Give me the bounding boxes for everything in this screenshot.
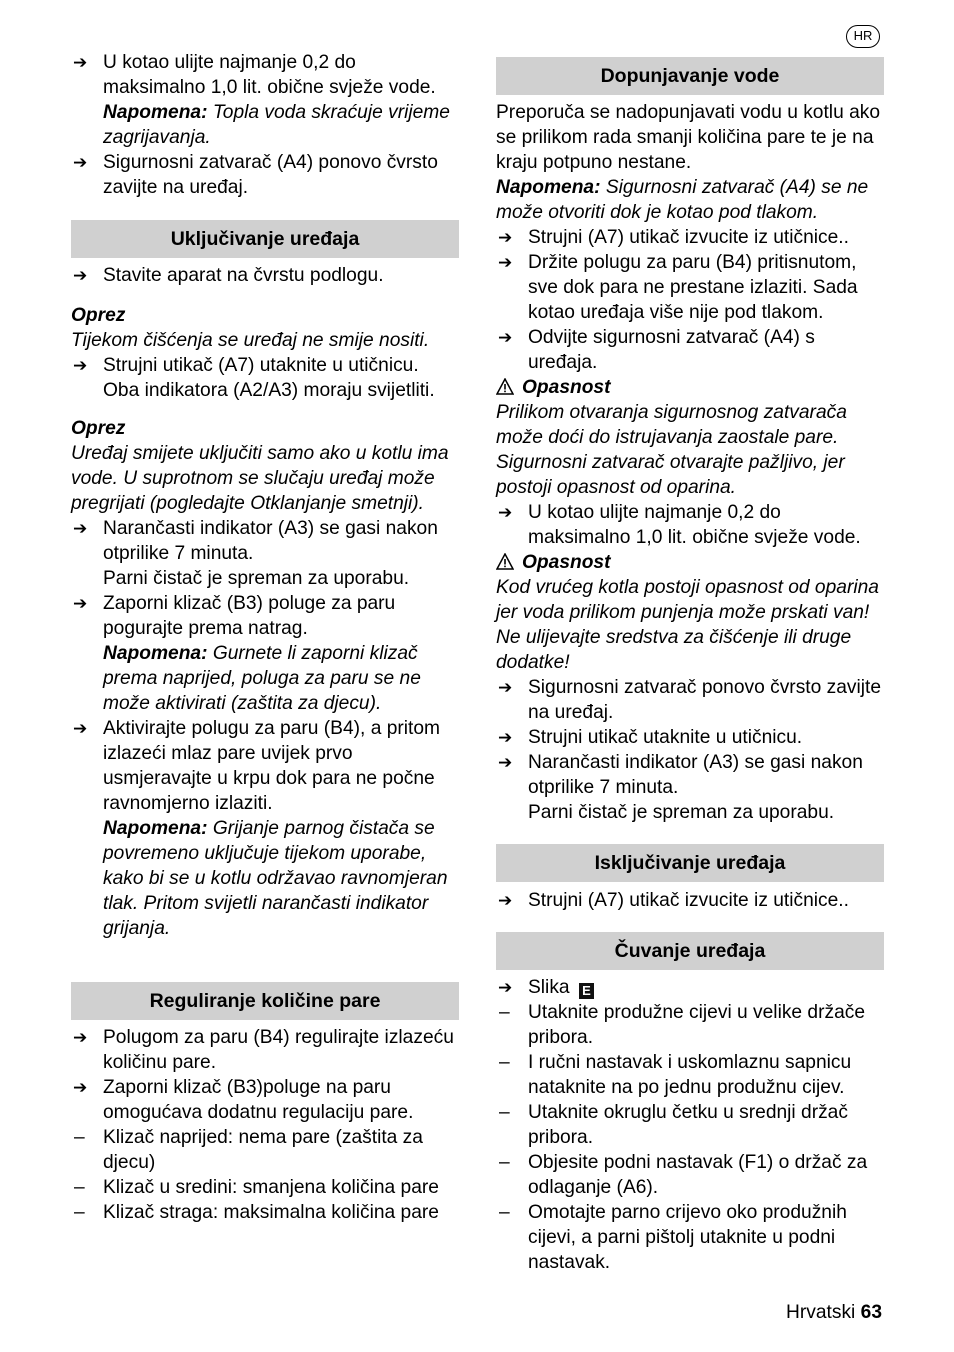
list-item: ➔ Strujni utikač (A7) utaknite u utičnicu. Oba indikatora (A2/A3) moraju svijetliti. [73,355,435,401]
arrow-right-icon: ➔ [73,153,88,172]
list-item: – Omotajte parno crijevo oko produžnih cijevi, a parni pištolj utaknite u podni nastavak. [499,1202,847,1273]
arrow-right-icon: ➔ [498,728,513,747]
warning-triangle-icon [496,378,514,395]
list-item: ➔ Aktivirajte polugu za paru (B4), a pritom izlazeći mlaz pare uvijek prvo usmjeravajte u krpu dok para ne počne ravnomjerno izlaziti. Napomena: Grijanje parnog čistača se povremeno uključuje tijekom uporabe, kako bi se u kotlu održavao ravnomjeran tlak. Pritom svijetli narančasti indikator grijanja. [73,718,448,939]
list-item: – Klizač naprijed: nema pare (zaštita za djecu) [74,1127,423,1173]
footer-language: Hrvatski [786,1302,856,1323]
arrow-right-icon: ➔ [73,594,88,613]
section-heading-switch-off: Isključivanje uređaja [496,844,884,882]
list-item: ➔ U kotao ulijte najmanje 0,2 do maksimalno 1,0 lit. obične svježe vode. Napomena: Topla voda skraćuje vrijeme zagrijavanja. [73,52,450,148]
arrow-right-icon: ➔ [498,678,513,697]
section-heading-steam: Reguliranje količine pare [71,982,459,1020]
arrow-right-icon: ➔ [498,228,513,247]
list-item: ➔ Strujni (A7) utikač izvucite iz utičnice.. [498,890,849,911]
list-item: ➔ Odvijte sigurnosni zatvarač (A4) s uređaja. [498,327,815,373]
arrow-right-icon: ➔ [73,719,88,738]
note: Napomena: Sigurnosni zatvarač (A4) se ne može otvoriti dok je kotao pod tlakom. [496,177,869,223]
list-item: ➔ Polugom za paru (B4) regulirajte izlazeću količinu pare. [73,1027,454,1073]
intro-steps [71,50,459,200]
list-item: – Klizač u sredini: smanjena količina pare [74,1177,439,1198]
switch-off-content [496,888,884,913]
list-item: ➔ Strujni (A7) utikač izvucite iz utičnice.. [498,227,849,248]
storage-content [496,975,884,1275]
page-footer [786,1300,882,1325]
arrow-right-icon: ➔ [498,503,513,522]
caution-title: Oprez [71,305,126,326]
list-item: – Klizač straga: maksimalna količina pare [74,1202,439,1223]
arrow-right-icon: ➔ [73,1078,88,1097]
refill-content [496,100,884,825]
list-item: ➔ Sigurnosni zatvarač ponovo čvrsto zavijte na uređaj. [498,677,882,723]
arrow-right-icon: ➔ [498,253,513,272]
arrow-right-icon: ➔ [498,891,513,910]
list-item: ➔ Zaporni klizač (B3)poluge na paru omogućava dodatnu regulaciju pare. [73,1077,414,1123]
list-item: ➔ Stavite aparat na čvrstu podlogu. [73,265,384,286]
steam-content [71,1025,459,1225]
arrow-right-icon: ➔ [73,356,88,375]
list-item: ➔ Zaporni klizač (B3) poluge za paru pogurajte prema natrag. Napomena: Gurnete li zaporni klizač prema naprijed, poluga za paru se ne može aktivirati (zaštita za djecu). [73,593,421,714]
paragraph: Preporuča se nadopunjavati vodu u kotlu ako se prilikom rada smanji količina pare te je na kraju potpuno nestane. [496,102,881,173]
warning-triangle-icon [496,553,514,570]
list-item: ➔ Strujni utikač utaknite u utičnicu. [498,727,803,748]
list-item: – Utaknite produžne cijevi u velike držače pribora. [499,1002,866,1048]
section-heading-switch-on: Uključivanje uređaja [71,220,459,258]
language-badge: HR [846,25,880,48]
danger-text: Prilikom otvaranja sigurnosnog zatvarača može doći do istrujavanja zaostale pare. Sigurnosni zatvarač otvarajte pažljivo, jer postoji opasnost od oparina. [496,402,847,498]
list-item: ➔ Narančasti indikator (A3) se gasi nakon otprilike 7 minuta. Parni čistač je spreman za uporabu. [73,518,438,589]
caution-text: Uređaj smijete uključiti samo ako u kotlu ima vode. U suprotnom se slučaju uređaj može pregrijati (pogledajte Otklanjanje smetnji). [71,443,449,514]
list-item: ➔ Držite polugu za paru (B4) pritisnutom, sve dok para ne prestane izlaziti. Sada kotao uređaja više nije pod tlakom. [498,252,858,323]
section-heading-storage: Čuvanje uređaja [496,932,884,970]
caution-text: Tijekom čišćenja se uređaj ne smije nositi. [71,330,430,351]
danger-title: Opasnost [496,375,884,400]
arrow-right-icon: ➔ [498,978,513,997]
list-item: – Objesite podni nastavak (F1) o držač za odlaganje (A6). [499,1152,868,1198]
arrow-right-icon: ➔ [73,519,88,538]
switch-on-content [71,263,459,941]
danger-text: Kod vrućeg kotla postoji opasnost od oparina jer voda prilikom punjenja može prskati van! Ne ulijevajte sredstva za čišćenje ili druge dodatke! [496,577,879,673]
arrow-right-icon: ➔ [73,53,88,72]
danger-title: Opasnost [496,550,884,575]
list-item: – I ručni nastavak i uskomlaznu sapnicu nataknite na po jednu produžnu cijev. [499,1052,852,1098]
arrow-right-icon: ➔ [73,266,88,285]
list-item: ➔ Sigurnosni zatvarač (A4) ponovo čvrsto zavijte na uređaj. [73,152,438,198]
arrow-right-icon: ➔ [73,1028,88,1047]
section-heading-refill: Dopunjavanje vode [496,57,884,95]
list-item: ➔ Narančasti indikator (A3) se gasi nakon otprilike 7 minuta. Parni čistač je spreman za uporabu. [498,752,863,823]
arrow-right-icon: ➔ [498,328,513,347]
arrow-right-icon: ➔ [498,753,513,772]
list-item: ➔ U kotao ulijte najmanje 0,2 do maksimalno 1,0 lit. obične svježe vode. [498,502,861,548]
list-item: – Utaknite okruglu četku u srednji držač pribora. [499,1102,848,1148]
list-item: ➔ Slika E [496,975,884,1000]
page-number: 63 [860,1302,882,1323]
caution-title: Oprez [71,418,126,439]
figure-reference-badge: E [579,983,594,999]
